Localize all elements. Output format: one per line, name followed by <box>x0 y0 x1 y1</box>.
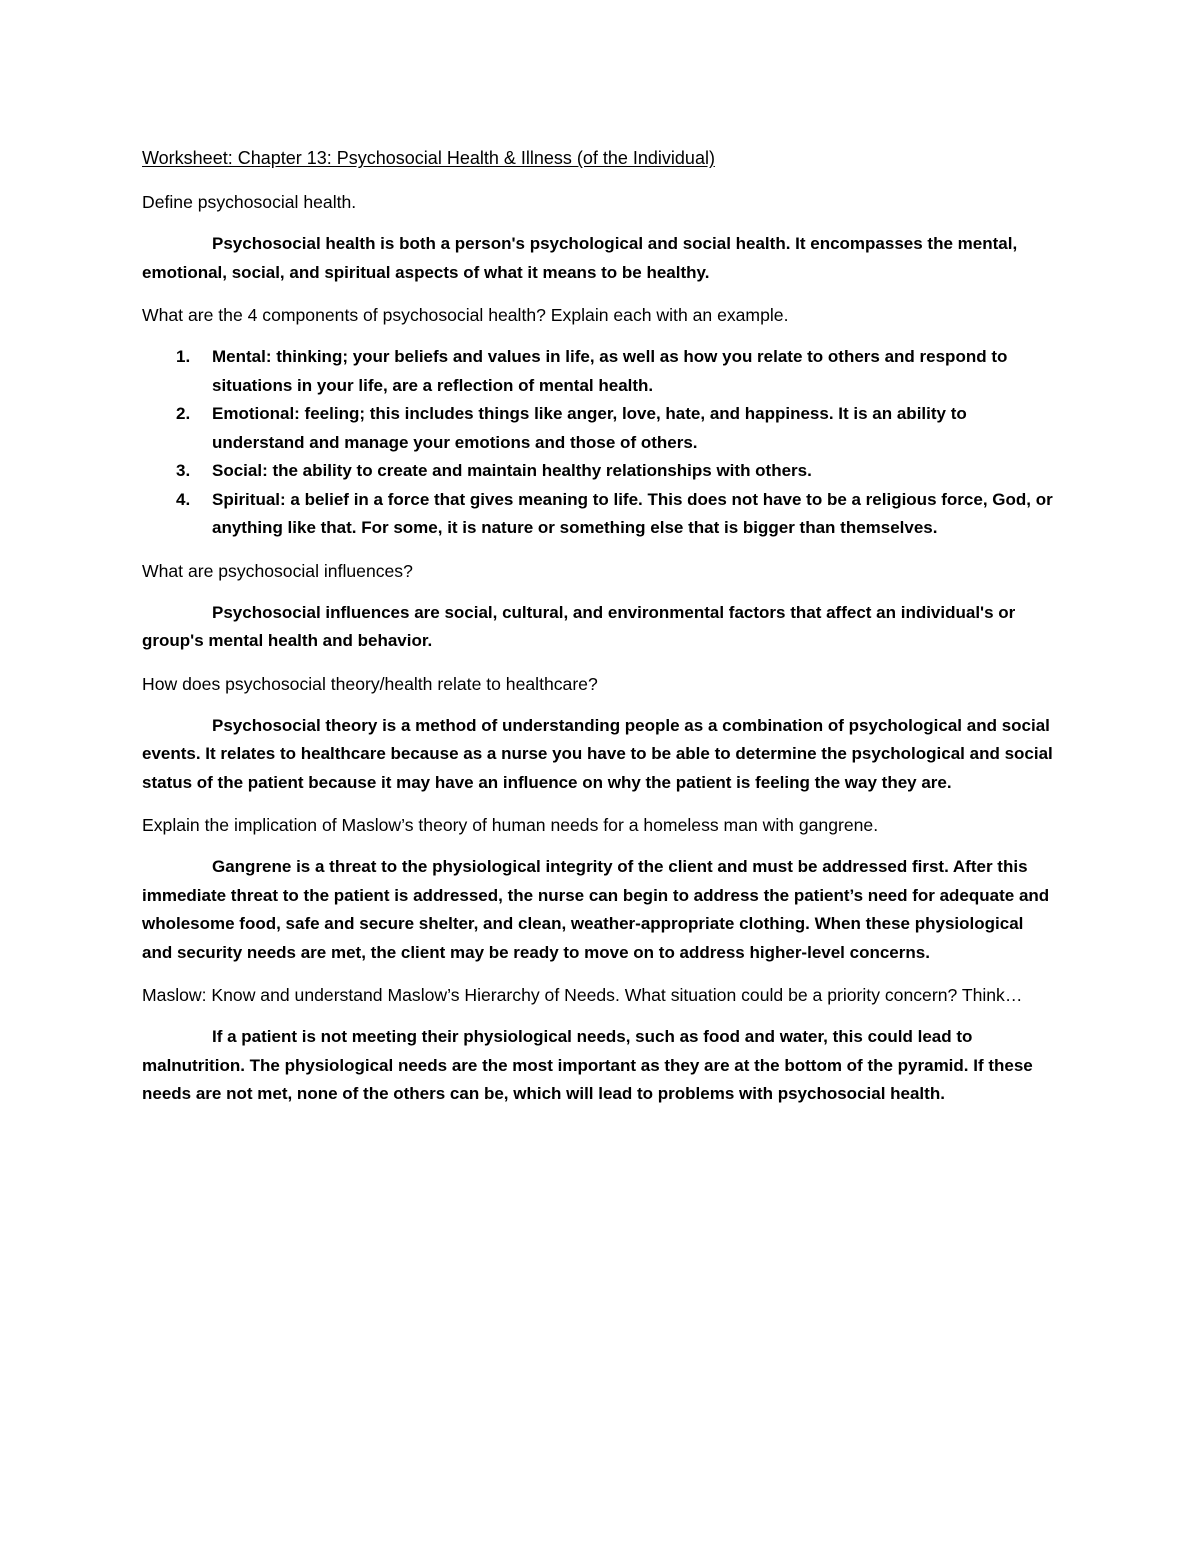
list-item-number: 1. <box>176 347 191 366</box>
question-psychosocial-influences: What are psychosocial influences? <box>142 560 413 581</box>
list-item <box>142 343 1057 400</box>
spacer <box>142 797 1057 811</box>
document-page <box>142 140 1057 1109</box>
question-maslow-gangrene: Explain the implication of Maslow’s theory of human needs for a homeless man with gangrene. <box>142 815 879 835</box>
list-item-text: Social: the ability to create and maintain healthy relationships with others. <box>212 461 812 480</box>
list-item <box>142 486 1057 543</box>
list-item-text: Emotional: feeling; this includes things like anger, love, hate, and happiness. It is an ability to understand and manage your emotions and those of others. <box>212 404 967 452</box>
spacer <box>142 585 1057 599</box>
spacer <box>142 839 1057 853</box>
list-item-text: Spiritual: a belief in a force that gives meaning to life. This does not have to be a religious force, God, or anything like that. For some, it is nature or something else that is bigger than themselves. <box>212 489 1053 537</box>
question-theory-healthcare: How does psychosocial theory/health relate to healthcare? <box>142 673 598 694</box>
answer-theory-healthcare: Psychosocial theory is a method of understanding people as a combination of psychological and social events. It relates to healthcare because as a nurse you have to be able to determine the psychological and social status of the patient because it may have an influence on why the patient is feeling the way they are. <box>142 715 1053 792</box>
worksheet-title: Worksheet: Chapter 13: Psychosocial Health & Illness (of the Individual) <box>142 148 715 168</box>
spacer <box>142 656 1057 670</box>
question-maslow-hierarchy: Maslow: Know and understand Maslow’s Hierarchy of Needs. What situation could be a priority concern? Think… <box>142 985 1023 1005</box>
answer-maslow-gangrene: Gangrene is a threat to the physiological integrity of the client and must be addressed first. After this immediate threat to the patient is addressed, the nurse can begin to address the patient’s need for adequate and wholesome food, safe and secure shelter, and clean, weather-appropriate clothing. When these physiological and security needs are met, the client may be ready to move on to address higher-level concerns. <box>142 857 1050 962</box>
list-item-text: Mental: thinking; your beliefs and values in life, as well as how you relate to others and respond to situations in your life, are a reflection of mental health. <box>212 347 1008 395</box>
spacer <box>142 1009 1057 1023</box>
spacer <box>142 216 1057 230</box>
question-four-components: What are the 4 components of psychosocial health? Explain each with an example. <box>142 305 789 325</box>
list-item-number: 4. <box>176 489 191 509</box>
list-item <box>142 457 1057 486</box>
spacer <box>142 698 1057 712</box>
list-item-number: 2. <box>176 404 191 423</box>
spacer <box>142 329 1057 343</box>
list-item <box>142 400 1057 457</box>
answer-psychosocial-influences: Psychosocial influences are social, cultural, and environmental factors that affect an individual's or group's mental health and behavior. <box>142 602 1016 650</box>
answer-maslow-hierarchy: If a patient is not meeting their physiological needs, such as food and water, this could lead to malnutrition. The physiological needs are the most important as they are at the bottom of the pyramid. If these needs are not met, none of the others can be, which will lead to problems with psychosocial health. <box>142 1027 1033 1103</box>
spacer <box>142 967 1057 981</box>
answer-define-psychosocial-health: Psychosocial health is both a person's psychological and social health. It encompasses the mental, emotional, social, and spiritual aspects of what it means to be healthy. <box>142 234 1018 282</box>
spacer <box>142 287 1057 301</box>
spacer <box>142 543 1057 557</box>
spacer <box>142 172 1057 188</box>
components-list <box>142 343 1057 543</box>
question-define-psychosocial-health: Define psychosocial health. <box>142 192 357 212</box>
list-item-number: 3. <box>176 461 191 480</box>
